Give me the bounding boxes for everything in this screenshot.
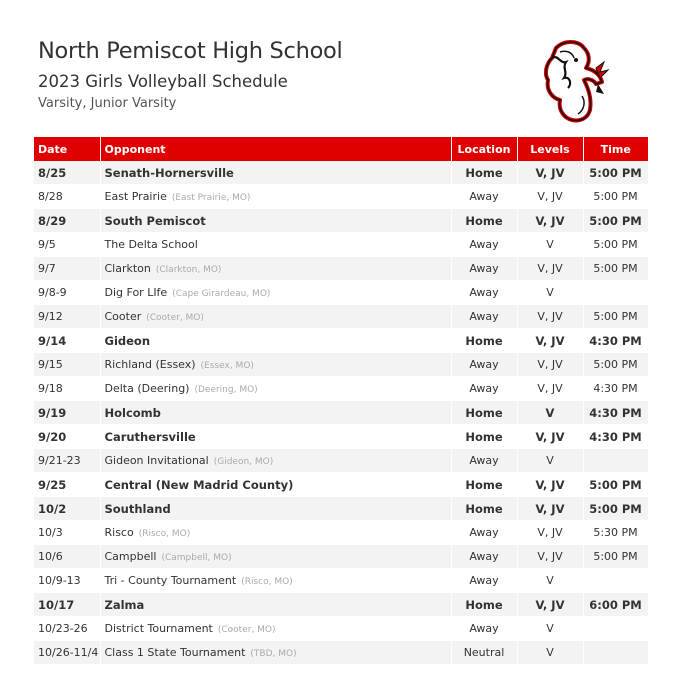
cell-time: 5:00 PM <box>583 545 648 569</box>
table-row <box>34 329 648 353</box>
table-row <box>34 545 648 569</box>
opponent-location: (TBD, MO) <box>250 649 297 659</box>
opponent-name: Cooter <box>104 310 142 323</box>
cell-levels: V, JV <box>517 473 583 497</box>
cell-time <box>583 617 648 641</box>
cell-opponent <box>100 425 451 449</box>
cell-opponent <box>100 305 451 329</box>
cell-levels: V, JV <box>517 257 583 281</box>
table-row <box>34 473 648 497</box>
cell-time: 5:00 PM <box>583 497 648 521</box>
opponent-name: Tri - County Tournament <box>104 574 237 587</box>
opponent-name: East Prairie <box>104 190 167 203</box>
cell-date: 10/2 <box>34 497 100 521</box>
cell-opponent <box>100 449 451 473</box>
cell-date: 9/25 <box>34 473 100 497</box>
cell-time: 6:00 PM <box>583 593 648 617</box>
opponent-name: District Tournament <box>104 622 213 635</box>
opponent-location: (Cape Girardeau, MO) <box>172 289 271 299</box>
table-row <box>34 233 648 257</box>
cell-time: 5:00 PM <box>583 353 648 377</box>
cell-opponent <box>100 521 451 545</box>
cell-opponent <box>100 497 451 521</box>
cell-date: 10/6 <box>34 545 100 569</box>
cell-date: 8/29 <box>34 209 100 233</box>
cell-opponent <box>100 353 451 377</box>
table-row <box>34 353 648 377</box>
opponent-name: South Pemiscot <box>104 213 206 228</box>
opponent-name: Senath-Hornersville <box>104 165 234 180</box>
opponent-location: (East Prairie, MO) <box>171 193 251 203</box>
table-row <box>34 497 648 521</box>
opponent-location: (Cooter, MO) <box>146 313 204 323</box>
cell-opponent <box>100 593 451 617</box>
column-header-time: Time <box>583 137 648 161</box>
cell-location: Away <box>451 305 517 329</box>
cell-levels: V, JV <box>517 305 583 329</box>
cell-date: 10/17 <box>34 593 100 617</box>
cell-levels: V, JV <box>517 593 583 617</box>
cell-time: 5:00 PM <box>583 161 648 185</box>
cell-location: Away <box>451 353 517 377</box>
cell-opponent <box>100 329 451 353</box>
table-row <box>34 161 648 185</box>
cell-location: Away <box>451 545 517 569</box>
cell-location: Home <box>451 425 517 449</box>
cell-date: 9/5 <box>34 233 100 257</box>
column-header-date: Date <box>34 137 100 161</box>
cell-time: 5:00 PM <box>583 185 648 209</box>
cell-location: Home <box>451 401 517 425</box>
opponent-name: Gideon Invitational <box>104 454 209 467</box>
cell-date: 10/26-11/4 <box>34 641 100 665</box>
cell-date: 9/15 <box>34 353 100 377</box>
cell-levels: V <box>517 617 583 641</box>
table-row <box>34 617 648 641</box>
cell-levels: V, JV <box>517 185 583 209</box>
cell-opponent <box>100 377 451 401</box>
cell-location: Away <box>451 281 517 305</box>
cell-levels: V, JV <box>517 161 583 185</box>
table-row <box>34 185 648 209</box>
cell-levels: V <box>517 569 583 593</box>
opponent-name: Zalma <box>104 597 145 612</box>
cell-opponent <box>100 281 451 305</box>
cell-levels: V, JV <box>517 209 583 233</box>
opponent-name: Clarkton <box>104 262 151 275</box>
cell-date: 9/7 <box>34 257 100 281</box>
opponent-location: (Clarkton, MO) <box>155 265 222 275</box>
cell-date: 9/12 <box>34 305 100 329</box>
cell-levels: V, JV <box>517 329 583 353</box>
opponent-location: (Campbell, MO) <box>161 553 232 563</box>
cell-opponent <box>100 185 451 209</box>
cell-time: 5:30 PM <box>583 521 648 545</box>
cell-levels: V, JV <box>517 521 583 545</box>
page-header <box>38 38 342 112</box>
cell-opponent <box>100 257 451 281</box>
cell-levels: V <box>517 449 583 473</box>
table-row <box>34 377 648 401</box>
cell-location: Away <box>451 617 517 641</box>
cell-opponent <box>100 209 451 233</box>
cell-time: 5:00 PM <box>583 257 648 281</box>
opponent-location: (Cooter, MO) <box>217 625 276 635</box>
table-row <box>34 641 648 665</box>
cell-levels: V <box>517 233 583 257</box>
cell-date: 9/14 <box>34 329 100 353</box>
table-row <box>34 521 648 545</box>
cell-location: Neutral <box>451 641 517 665</box>
cell-time: 5:00 PM <box>583 209 648 233</box>
schedule-subtitle: 2023 Girls Volleyball Schedule <box>38 72 288 91</box>
cell-opponent <box>100 569 451 593</box>
column-header-opponent: Opponent <box>100 137 451 161</box>
cell-location: Home <box>451 209 517 233</box>
table-row <box>34 401 648 425</box>
opponent-name: Holcomb <box>104 405 161 420</box>
cell-location: Home <box>451 329 517 353</box>
page-title: North Pemiscot High School <box>38 38 343 64</box>
opponent-location: (Gideon, MO) <box>213 457 274 467</box>
cell-date: 10/23-26 <box>34 617 100 641</box>
cell-location: Home <box>451 593 517 617</box>
table-row <box>34 425 648 449</box>
cell-levels: V, JV <box>517 545 583 569</box>
table-row <box>34 209 648 233</box>
cell-opponent <box>100 473 451 497</box>
cell-opponent <box>100 233 451 257</box>
opponent-name: Class 1 State Tournament <box>104 646 246 659</box>
schedule-body <box>34 161 648 665</box>
cell-levels: V <box>517 641 583 665</box>
cell-date: 10/9-13 <box>34 569 100 593</box>
opponent-name: Delta (Deering) <box>104 382 190 395</box>
cell-date: 8/28 <box>34 185 100 209</box>
cell-location: Home <box>451 473 517 497</box>
cell-date: 9/19 <box>34 401 100 425</box>
table-row <box>34 257 648 281</box>
table-row <box>34 305 648 329</box>
cell-levels: V <box>517 281 583 305</box>
cell-date: 8/25 <box>34 161 100 185</box>
cell-time: 4:30 PM <box>583 329 648 353</box>
cell-opponent <box>100 641 451 665</box>
cell-location: Away <box>451 521 517 545</box>
opponent-location: (Risco, MO) <box>138 529 191 539</box>
cell-levels: V, JV <box>517 377 583 401</box>
cell-opponent <box>100 401 451 425</box>
cell-levels: V, JV <box>517 425 583 449</box>
opponent-name: Southland <box>104 501 171 516</box>
opponent-name: Risco <box>104 526 134 539</box>
cell-date: 9/20 <box>34 425 100 449</box>
cell-location: Away <box>451 233 517 257</box>
cell-opponent <box>100 545 451 569</box>
cell-date: 9/21-23 <box>34 449 100 473</box>
column-header-levels: Levels <box>517 137 583 161</box>
mustang-horse-logo-icon <box>538 38 612 124</box>
table-header-row <box>34 137 648 161</box>
cell-date: 9/8-9 <box>34 281 100 305</box>
cell-levels: V, JV <box>517 353 583 377</box>
table-row <box>34 593 648 617</box>
cell-date: 9/18 <box>34 377 100 401</box>
cell-location: Away <box>451 569 517 593</box>
cell-location: Away <box>451 449 517 473</box>
cell-time <box>583 449 648 473</box>
opponent-name: Gideon <box>104 333 151 348</box>
cell-time: 4:30 PM <box>583 377 648 401</box>
cell-date: 10/3 <box>34 521 100 545</box>
cell-location: Home <box>451 161 517 185</box>
opponent-location: (Risco, MO) <box>241 577 293 587</box>
opponent-location: (Essex, MO) <box>200 361 254 371</box>
levels-caption: Varsity, Junior Varsity <box>38 96 177 111</box>
cell-location: Home <box>451 497 517 521</box>
cell-time <box>583 641 648 665</box>
schedule-table <box>34 137 649 665</box>
table-row <box>34 449 648 473</box>
opponent-name: Caruthersville <box>104 429 196 444</box>
cell-time: 4:30 PM <box>583 401 648 425</box>
cell-location: Away <box>451 377 517 401</box>
opponent-name: Dig For LIfe <box>104 286 168 299</box>
cell-levels: V <box>517 401 583 425</box>
cell-time: 5:00 PM <box>583 473 648 497</box>
cell-location: Away <box>451 185 517 209</box>
table-row <box>34 281 648 305</box>
cell-time <box>583 569 648 593</box>
opponent-location: (Deering, MO) <box>194 385 258 395</box>
column-header-location: Location <box>451 137 517 161</box>
cell-time: 4:30 PM <box>583 425 648 449</box>
cell-opponent <box>100 617 451 641</box>
cell-time: 5:00 PM <box>583 305 648 329</box>
table-row <box>34 569 648 593</box>
cell-time: 5:00 PM <box>583 233 648 257</box>
opponent-name: The Delta School <box>104 238 198 251</box>
opponent-name: Central (New Madrid County) <box>104 477 294 492</box>
cell-opponent <box>100 161 451 185</box>
cell-time <box>583 281 648 305</box>
opponent-name: Campbell <box>104 550 157 563</box>
opponent-name: Richland (Essex) <box>104 358 196 371</box>
cell-levels: V, JV <box>517 497 583 521</box>
cell-location: Away <box>451 257 517 281</box>
